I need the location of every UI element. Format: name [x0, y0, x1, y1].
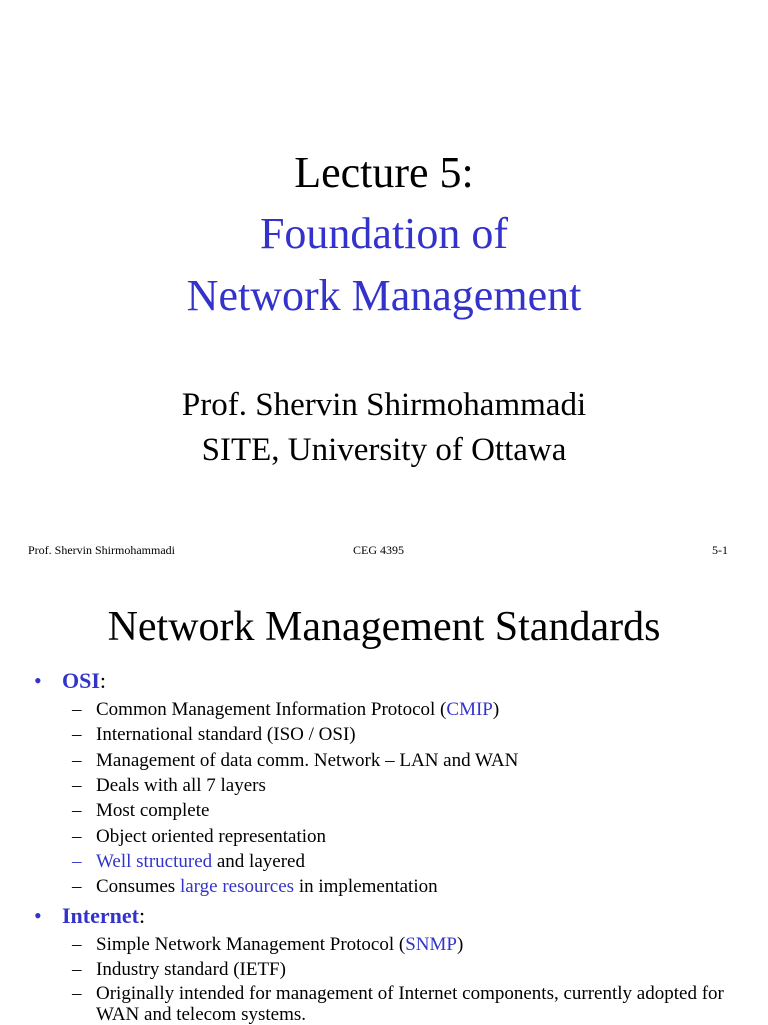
- item-text: Common Management Information Protocol (: [96, 699, 447, 720]
- bullet-colon: :: [99, 668, 107, 693]
- item-text: Most complete: [96, 800, 210, 821]
- item-text: ): [456, 934, 464, 955]
- list-item: [72, 983, 756, 1025]
- item-text: Consumes: [96, 876, 180, 897]
- bullet-colon: :: [138, 903, 146, 928]
- item-highlight: large resources: [179, 876, 295, 897]
- footer-page-number: 5-1: [712, 543, 728, 557]
- slide-title: Network Management Standards: [107, 604, 661, 650]
- list-item: [72, 932, 732, 957]
- dash-marker: –: [72, 800, 82, 821]
- item-text: Originally intended for management of Internet components, currently adopted for WAN and telecom systems.: [96, 983, 724, 1025]
- item-text: and layered: [212, 851, 305, 872]
- bullet-osi: [34, 668, 106, 694]
- bullet-internet: [34, 903, 145, 929]
- item-highlight: CMIP: [446, 699, 493, 720]
- list-item: [72, 748, 732, 773]
- item-text: Management of data comm. Network – LAN and WAN: [96, 750, 519, 771]
- item-text: Simple Network Management Protocol (: [96, 934, 406, 955]
- dash-marker: –: [72, 724, 82, 745]
- item-text: Industry standard (IETF): [96, 959, 286, 980]
- lecture-title-line-2: Network Management: [186, 271, 582, 320]
- bullet-marker: •: [34, 668, 42, 693]
- dash-marker: –: [72, 775, 82, 796]
- dash-marker: –: [72, 983, 82, 1004]
- list-item: [72, 957, 732, 982]
- list-item: [72, 824, 732, 849]
- lecture-title-line-1: Foundation of: [259, 209, 509, 258]
- footer-author: Prof. Shervin Shirmohammadi: [28, 543, 175, 557]
- list-item: [72, 798, 732, 823]
- dash-marker: –: [72, 851, 82, 872]
- item-highlight: SNMP: [405, 934, 457, 955]
- bullet-label: OSI: [62, 668, 100, 693]
- item-text: Object oriented representation: [96, 826, 327, 847]
- item-text: ): [492, 699, 500, 720]
- item-text: International standard (ISO / OSI): [96, 724, 356, 745]
- item-text: Deals with all 7 layers: [96, 775, 266, 796]
- list-item: [72, 722, 732, 747]
- dash-marker: –: [72, 699, 82, 720]
- dash-marker: –: [72, 934, 82, 955]
- author-name: Prof. Shervin Shirmohammadi: [181, 387, 587, 423]
- list-item: [72, 849, 732, 874]
- item-highlight: Well structured: [96, 851, 213, 872]
- list-item: [72, 874, 732, 899]
- footer-course: CEG 4395: [353, 543, 404, 557]
- lecture-number: Lecture 5:: [294, 148, 474, 197]
- bullet-marker: •: [34, 903, 42, 928]
- dash-marker: –: [72, 826, 82, 847]
- list-item: [72, 697, 732, 722]
- dash-marker: –: [72, 750, 82, 771]
- dash-marker: –: [72, 959, 82, 980]
- dash-marker: –: [72, 876, 82, 897]
- item-text: in implementation: [294, 876, 438, 897]
- list-item: [72, 773, 732, 798]
- author-affiliation: SITE, University of Ottawa: [201, 432, 567, 468]
- bullet-label: Internet: [62, 903, 139, 928]
